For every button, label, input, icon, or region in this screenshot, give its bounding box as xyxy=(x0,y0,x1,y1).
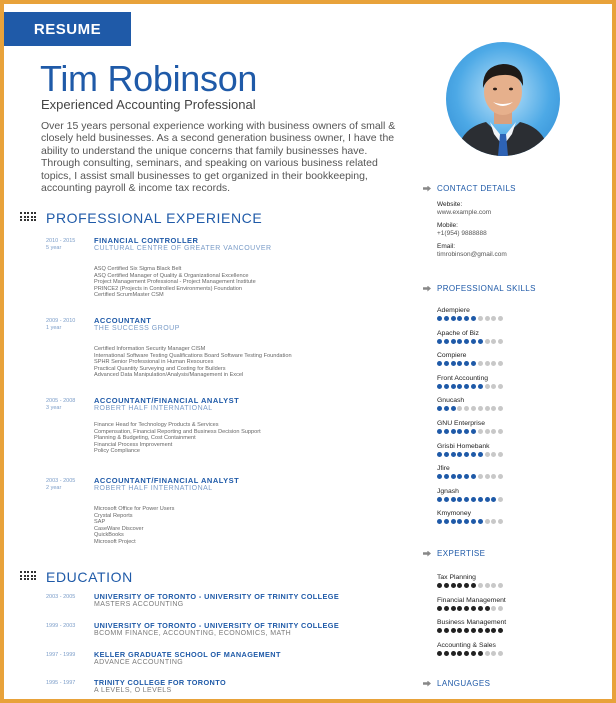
skill-label: Jgnash xyxy=(437,487,459,495)
education-title: EDUCATION xyxy=(46,569,133,585)
education-degree: BCOMM FINANCE, ACCOUNTING, ECONOMICS, MATH xyxy=(94,630,292,637)
skill-level-dots xyxy=(437,452,503,457)
rating-dot xyxy=(451,519,456,524)
job-org: THE SUCCESS GROUP xyxy=(94,325,180,332)
rating-dot xyxy=(498,361,503,366)
rating-dot xyxy=(451,361,456,366)
job-item: Policy Compliance xyxy=(94,448,141,454)
summary-paragraph: Over 15 years personal experience working with business owners of small & closely held businesses. As a second generation business owner, I have the ability to understand the unique concerns that family businesses have. Through consulting, seminars, and speaking on various business related topics, I assist small businesses to get organized in their bookkeeping, accounting payroll & income tax records. xyxy=(41,120,396,195)
rating-dot xyxy=(464,316,469,321)
arrow-right-icon xyxy=(423,551,431,557)
languages-title: LANGUAGES xyxy=(437,679,491,688)
rating-dot xyxy=(451,406,456,411)
rating-dot xyxy=(498,651,503,656)
skill-level-dots xyxy=(437,429,503,434)
job-item: CaseWare Discover xyxy=(94,525,144,532)
rating-dot xyxy=(485,384,490,389)
rating-dot xyxy=(444,651,449,656)
job-item: QuickBooks xyxy=(94,532,124,538)
education-degree: MASTERS ACCOUNTING xyxy=(94,601,184,608)
rating-dot xyxy=(464,651,469,656)
grid-dots-icon xyxy=(20,571,38,583)
rating-dot xyxy=(444,628,449,633)
skill-level-dots xyxy=(437,519,503,524)
education-school: UNIVERSITY OF TORONTO - UNIVERSITY OF TRINITY COLLEGE xyxy=(94,592,340,601)
rating-dot xyxy=(471,474,476,479)
skill-level-dots xyxy=(437,606,506,611)
rating-dot xyxy=(457,429,462,434)
skill-rating xyxy=(437,597,506,611)
skill-level-dots xyxy=(437,628,506,633)
rating-dot xyxy=(464,628,469,633)
rating-dot xyxy=(437,361,442,366)
rating-dot xyxy=(444,384,449,389)
skill-rating xyxy=(437,488,503,502)
profile-photo xyxy=(446,42,560,156)
rating-dot xyxy=(498,429,503,434)
rating-dot xyxy=(485,583,490,588)
job-org: ROBERT HALF INTERNATIONAL xyxy=(94,405,213,412)
rating-dot xyxy=(471,406,476,411)
rating-dot xyxy=(491,497,496,502)
job-item: Compensation, Financial Reporting and Business Decision Support xyxy=(94,428,261,435)
education-dates: 1995 - 1997 xyxy=(46,680,76,686)
job-dates: 2009 - 2010 1 year xyxy=(46,318,76,331)
rating-dot xyxy=(464,406,469,411)
rating-dot xyxy=(485,497,490,502)
rating-dot xyxy=(437,474,442,479)
rating-dot xyxy=(437,628,442,633)
rating-dot xyxy=(457,497,462,502)
job-items xyxy=(94,506,174,545)
skill-label: Financial Management xyxy=(437,596,506,604)
rating-dot xyxy=(491,452,496,457)
rating-dot xyxy=(478,474,483,479)
rating-dot xyxy=(471,429,476,434)
rating-dot xyxy=(471,316,476,321)
rating-dot xyxy=(471,628,476,633)
rating-dot xyxy=(444,519,449,524)
job-org: CULTURAL CENTRE OF GREATER VANCOUVER xyxy=(94,245,272,252)
skill-label: Apache of Biz xyxy=(437,329,479,337)
person-title: Experienced Accounting Professional xyxy=(41,97,256,112)
rating-dot xyxy=(471,519,476,524)
rating-dot xyxy=(437,651,442,656)
skill-rating xyxy=(437,352,503,366)
rating-dot xyxy=(464,474,469,479)
job-item: ASQ Certified Six Sigma Black Belt xyxy=(94,266,182,272)
rating-dot xyxy=(485,606,490,611)
skill-label: Grisbi Homebank xyxy=(437,442,490,450)
job-item: SPHR Senior Professional in Human Resources xyxy=(94,359,214,365)
job-role: FINANCIAL CONTROLLER xyxy=(94,236,199,245)
rating-dot xyxy=(451,583,456,588)
rating-dot xyxy=(451,606,456,611)
rating-dot xyxy=(451,474,456,479)
skill-label: Business Management xyxy=(437,619,507,626)
rating-dot xyxy=(471,606,476,611)
rating-dot xyxy=(437,339,442,344)
rating-dot xyxy=(451,628,456,633)
job-item: Microsoft Office for Power Users xyxy=(94,506,175,512)
rating-dot xyxy=(491,406,496,411)
rating-dot xyxy=(498,316,503,321)
website-value[interactable]: www.example.com xyxy=(437,209,492,216)
job-dates: 2005 - 2008 3 year xyxy=(46,398,76,411)
mobile-value: +1(954) 9888888 xyxy=(437,230,487,237)
rating-dot xyxy=(437,406,442,411)
skill-label: Tax Planning xyxy=(437,574,476,581)
rating-dot xyxy=(464,497,469,502)
skill-label: GNU Enterprise xyxy=(437,420,485,427)
contact-details xyxy=(437,201,507,259)
rating-dot xyxy=(485,406,490,411)
rating-dot xyxy=(444,583,449,588)
skill-rating xyxy=(437,510,503,524)
rating-dot xyxy=(478,452,483,457)
skill-label: Adempiere xyxy=(437,307,470,314)
rating-dot xyxy=(437,519,442,524)
arrow-right-icon xyxy=(423,681,431,687)
skill-rating xyxy=(437,465,503,479)
education-school: TRINITY COLLEGE FOR TORONTO xyxy=(94,678,227,687)
rating-dot xyxy=(444,316,449,321)
rating-dot xyxy=(491,474,496,479)
skill-rating xyxy=(437,307,503,321)
rating-dot xyxy=(485,628,490,633)
rating-dot xyxy=(464,429,469,434)
skill-label: Compiere xyxy=(437,352,467,360)
rating-dot xyxy=(478,497,483,502)
rating-dot xyxy=(444,497,449,502)
job-item: Microsoft Project xyxy=(94,538,136,545)
rating-dot xyxy=(451,316,456,321)
rating-dot xyxy=(478,606,483,611)
rating-dot xyxy=(478,384,483,389)
job-dates: 2003 - 2005 2 year xyxy=(46,478,76,491)
rating-dot xyxy=(444,406,449,411)
rating-dot xyxy=(485,316,490,321)
job-items xyxy=(94,266,256,299)
grid-dots-icon xyxy=(20,212,38,224)
rating-dot xyxy=(457,606,462,611)
rating-dot xyxy=(464,361,469,366)
rating-dot xyxy=(498,519,503,524)
rating-dot xyxy=(478,361,483,366)
rating-dot xyxy=(491,519,496,524)
skill-level-dots xyxy=(437,316,503,321)
education-degree: A LEVELS, O LEVELS xyxy=(94,687,172,694)
education-school: UNIVERSITY OF TORONTO - UNIVERSITY OF TRINITY COLLEGE xyxy=(94,621,340,630)
job-items xyxy=(94,422,261,455)
rating-dot xyxy=(444,606,449,611)
rating-dot xyxy=(457,406,462,411)
rating-dot xyxy=(485,474,490,479)
rating-dot xyxy=(464,606,469,611)
rating-dot xyxy=(498,583,503,588)
skill-rating xyxy=(437,619,506,633)
skill-label: Jfire xyxy=(437,465,450,473)
person-name: Tim Robinson xyxy=(40,58,258,99)
rating-dot xyxy=(498,339,503,344)
rating-dot xyxy=(485,361,490,366)
skill-level-dots xyxy=(437,384,503,389)
skill-rating xyxy=(437,330,503,344)
rating-dot xyxy=(457,384,462,389)
job-item: Certified Information Security Manager CISM xyxy=(94,346,206,352)
rating-dot xyxy=(491,339,496,344)
job-item: SAP xyxy=(94,519,106,525)
rating-dot xyxy=(478,519,483,524)
skill-level-dots xyxy=(437,406,503,411)
rating-dot xyxy=(444,474,449,479)
rating-dot xyxy=(464,452,469,457)
job-role: ACCOUNTANT/FINANCIAL ANALYST xyxy=(94,396,240,405)
rating-dot xyxy=(491,316,496,321)
rating-dot xyxy=(498,497,503,502)
rating-dot xyxy=(491,384,496,389)
resume-page xyxy=(4,4,612,699)
rating-dot xyxy=(464,384,469,389)
rating-dot xyxy=(491,429,496,434)
rating-dot xyxy=(464,519,469,524)
rating-dot xyxy=(478,651,483,656)
rating-dot xyxy=(491,361,496,366)
mobile-label: Mobile: xyxy=(437,222,458,229)
rating-dot xyxy=(457,628,462,633)
job-item: Practical Quantity Surveying and Costing for Builders xyxy=(94,365,226,372)
education-dates: 1997 - 1999 xyxy=(46,652,76,658)
skill-level-dots xyxy=(437,474,503,479)
rating-dot xyxy=(457,651,462,656)
rating-dot xyxy=(451,452,456,457)
email-label: Email: xyxy=(437,243,456,250)
rating-dot xyxy=(491,606,496,611)
rating-dot xyxy=(478,429,483,434)
rating-dot xyxy=(491,651,496,656)
job-item: Financial Process Improvement xyxy=(94,441,173,448)
rating-dot xyxy=(451,384,456,389)
rating-dot xyxy=(478,316,483,321)
education-heading xyxy=(20,569,133,585)
rating-dot xyxy=(498,452,503,457)
skill-level-dots xyxy=(437,497,503,502)
education-dates: 2003 - 2005 xyxy=(46,594,76,600)
skill-rating xyxy=(437,397,503,411)
job-dates: 2010 - 2015 5 year xyxy=(46,238,76,251)
job-item: Finance Head for Technology Products & Services xyxy=(94,422,219,428)
skill-level-dots xyxy=(437,583,503,588)
rating-dot xyxy=(485,519,490,524)
skills-title: PROFESSIONAL SKILLS xyxy=(437,284,536,293)
skill-rating xyxy=(437,574,503,588)
rating-dot xyxy=(451,497,456,502)
experience-title: PROFESSIONAL EXPERIENCE xyxy=(46,210,263,226)
rating-dot xyxy=(498,628,503,633)
skill-rating xyxy=(437,375,503,389)
rating-dot xyxy=(457,519,462,524)
skill-label: Kmymoney xyxy=(437,510,471,518)
education-school: KELLER GRADUATE SCHOOL OF MANAGEMENT xyxy=(94,650,281,659)
rating-dot xyxy=(451,339,456,344)
resume-tag: RESUME xyxy=(4,12,131,46)
rating-dot xyxy=(437,452,442,457)
rating-dot xyxy=(478,583,483,588)
job-item: ASQ Certified Manager of Quality & Organizational Excellence xyxy=(94,272,249,279)
job-items xyxy=(94,346,292,379)
rating-dot xyxy=(478,628,483,633)
arrow-right-icon xyxy=(423,286,431,292)
job-item: PRINCE2 (Projects in Controlled Environments) Foundation xyxy=(94,285,242,292)
skill-label: Front Accounting xyxy=(437,374,489,382)
expertise-heading xyxy=(423,549,485,558)
rating-dot xyxy=(451,429,456,434)
rating-dot xyxy=(491,628,496,633)
rating-dot xyxy=(437,497,442,502)
skill-rating xyxy=(437,420,503,434)
rating-dot xyxy=(478,406,483,411)
contact-heading xyxy=(423,184,516,193)
rating-dot xyxy=(471,651,476,656)
rating-dot xyxy=(498,606,503,611)
expertise-title: EXPERTISE xyxy=(437,549,486,558)
job-item: International Software Testing Qualifications Board Software Testing Foundation xyxy=(94,352,292,359)
job-item: Planning & Budgeting, Cost Containment xyxy=(94,435,196,441)
rating-dot xyxy=(471,339,476,344)
languages-heading xyxy=(423,679,490,688)
rating-dot xyxy=(485,429,490,434)
rating-dot xyxy=(471,497,476,502)
skill-rating xyxy=(437,642,503,656)
rating-dot xyxy=(485,651,490,656)
rating-dot xyxy=(485,339,490,344)
rating-dot xyxy=(491,583,496,588)
rating-dot xyxy=(437,583,442,588)
rating-dot xyxy=(437,384,442,389)
rating-dot xyxy=(444,339,449,344)
rating-dot xyxy=(478,339,483,344)
rating-dot xyxy=(485,452,490,457)
rating-dot xyxy=(437,316,442,321)
rating-dot xyxy=(464,583,469,588)
education-degree: ADVANCE ACCOUNTING xyxy=(94,659,184,666)
person-portrait-icon xyxy=(446,42,560,156)
skill-label: Gnucash xyxy=(437,397,465,405)
job-org: ROBERT HALF INTERNATIONAL xyxy=(94,485,213,492)
rating-dot xyxy=(444,429,449,434)
email-value[interactable]: timrobinson@gmail.com xyxy=(437,251,507,258)
contact-title: CONTACT DETAILS xyxy=(437,184,516,193)
job-item: Advanced Data Manipulation/Analysis/Management in Excel xyxy=(94,372,244,378)
rating-dot xyxy=(471,583,476,588)
skill-level-dots xyxy=(437,361,503,366)
job-item: Crystal Reports xyxy=(94,512,133,519)
arrow-right-icon xyxy=(423,186,431,192)
skill-level-dots xyxy=(437,339,503,344)
website-label: Website: xyxy=(437,201,463,208)
skill-level-dots xyxy=(437,651,503,656)
rating-dot xyxy=(444,361,449,366)
rating-dot xyxy=(457,474,462,479)
rating-dot xyxy=(464,339,469,344)
rating-dot xyxy=(457,361,462,366)
rating-dot xyxy=(457,583,462,588)
job-item: Project Management Professional - Project Management Institute xyxy=(94,279,256,285)
rating-dot xyxy=(498,406,503,411)
rating-dot xyxy=(457,452,462,457)
job-role: ACCOUNTANT xyxy=(94,316,152,325)
rating-dot xyxy=(471,361,476,366)
rating-dot xyxy=(437,606,442,611)
rating-dot xyxy=(498,474,503,479)
experience-heading xyxy=(20,210,262,226)
rating-dot xyxy=(471,452,476,457)
rating-dot xyxy=(498,384,503,389)
skills-heading xyxy=(423,284,536,293)
rating-dot xyxy=(471,384,476,389)
skill-label: Accounting & Sales xyxy=(437,641,496,649)
rating-dot xyxy=(444,452,449,457)
rating-dot xyxy=(451,651,456,656)
education-dates: 1999 - 2003 xyxy=(46,623,76,629)
rating-dot xyxy=(437,429,442,434)
job-role: ACCOUNTANT/FINANCIAL ANALYST xyxy=(94,476,240,485)
rating-dot xyxy=(457,339,462,344)
skill-rating xyxy=(437,443,503,457)
job-item: Certified ScrumMaster CSM xyxy=(94,292,164,298)
rating-dot xyxy=(457,316,462,321)
